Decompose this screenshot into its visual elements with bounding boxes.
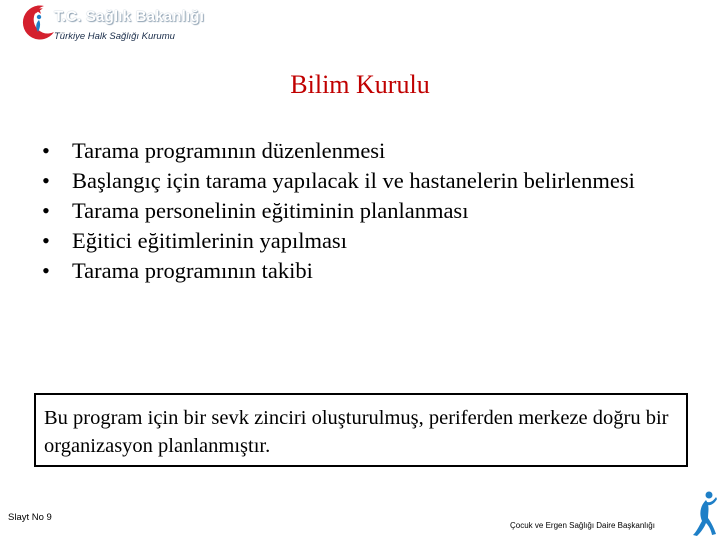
running-figure-icon bbox=[690, 488, 718, 538]
department-name: Çocuk ve Ergen Sağlığı Daire Başkanlığı bbox=[510, 521, 655, 530]
crescent-star-figure-logo-icon bbox=[18, 2, 58, 42]
slide-title: Bilim Kurulu bbox=[290, 70, 430, 99]
note-box bbox=[34, 393, 688, 467]
header bbox=[18, 2, 278, 46]
bullet-icon: • bbox=[42, 228, 50, 253]
bullet-icon: • bbox=[42, 138, 50, 163]
slide-number: Slayt No 9 bbox=[8, 512, 52, 523]
bullet-item bbox=[40, 196, 680, 226]
bullet-text: Tarama programının takibi bbox=[72, 258, 313, 283]
bullet-icon: • bbox=[42, 258, 50, 283]
bullet-item bbox=[40, 226, 680, 256]
bullet-icon: • bbox=[42, 198, 50, 223]
note-text: Bu program için bir sevk zinciri oluşturulmuş, periferden merkeze doğru bir organizasyon planlanmıştır. bbox=[44, 407, 669, 457]
bullet-icon: • bbox=[42, 168, 50, 193]
bullet-text: Eğitici eğitimlerinin yapılması bbox=[72, 228, 347, 253]
bullet-item bbox=[40, 256, 680, 286]
bullet-text: Başlangıç için tarama yapılacak il ve hastanelerin belirlenmesi bbox=[72, 168, 635, 193]
bullet-list bbox=[40, 136, 680, 286]
bullet-text: Tarama programının düzenlenmesi bbox=[72, 138, 386, 163]
organization-title: T.C. Sağlık Bakanlığı bbox=[54, 8, 205, 25]
bullet-item bbox=[40, 136, 680, 166]
bullet-item bbox=[40, 166, 680, 196]
organization-subtitle: Türkiye Halk Sağlığı Kurumu bbox=[54, 31, 175, 42]
bullet-text: Tarama personelinin eğitiminin planlanması bbox=[72, 198, 469, 223]
